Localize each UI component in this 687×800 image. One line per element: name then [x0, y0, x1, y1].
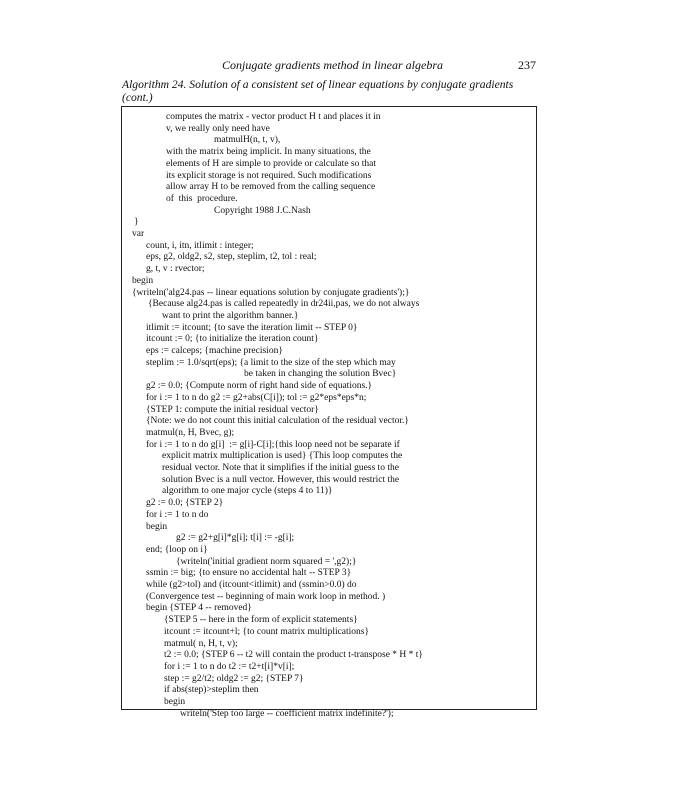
- code-line: matmul( n, H, t, v);: [164, 638, 238, 649]
- code-line: {writeln('initial gradient norm squared = ',g2);}: [176, 556, 357, 567]
- code-line: writeln('Step too large -- coefficient matrix indefinite?');: [180, 708, 394, 719]
- code-line: {Because alg24.pas is called repeatedly in dr24ii,pas, we do not always: [148, 299, 420, 310]
- code-line: be taken in changing the solution Bvec}: [244, 369, 397, 380]
- code-line: residual vector. Note that it simplifies if the initial guess to the: [162, 463, 399, 473]
- code-line: algorithm to one major cycle (steps 4 to 11)}: [162, 486, 333, 497]
- code-line: its explicit storage is not required. Such modifications: [166, 170, 372, 181]
- algorithm-caption: [122, 78, 540, 104]
- code-line: for i := 1 to n do t2 := t2+t[i]*v[i];: [164, 661, 295, 672]
- code-line: with the matrix being implicit. In many situations, the: [166, 147, 371, 158]
- code-line: for i := 1 to n do: [146, 509, 209, 520]
- code-line: t2 := 0.0; {STEP 6 -- t2 will contain the product t-transpose * H * t}: [164, 650, 423, 661]
- code-line: itlimit := itcount; {to save the iteration limit -- STEP 0}: [146, 322, 358, 333]
- code-line: v, we really only need have: [166, 123, 270, 134]
- code-line: {STEP 5 -- here in the form of explicit statements}: [164, 615, 358, 626]
- code-line: matmulH(n, t, v),: [214, 135, 281, 146]
- code-line: itcount := itcount+l; {to count matrix multiplications}: [164, 626, 370, 637]
- code-listing: [121, 106, 537, 719]
- code-line: begin: [132, 275, 154, 286]
- code-line: if abs(step)>steplim then: [164, 685, 259, 696]
- code-line: Copyright 1988 J.C.Nash: [214, 205, 311, 216]
- code-line: {Note: we do not count this initial calculation of the residual vector.}: [146, 416, 409, 427]
- code-line: (Convergence test -- beginning of main work loop in method. ): [146, 591, 386, 602]
- code-line: explicit matrix multiplication is used} {This loop computes the: [162, 451, 403, 462]
- code-line: itcount := 0; {to initialize the iteration count}: [146, 334, 319, 345]
- caption-line: (cont.): [122, 91, 153, 104]
- code-line: g2 := 0.0; {STEP 2}: [146, 498, 224, 509]
- code-line: elements of H are simple to provide or calculate so that: [166, 158, 376, 169]
- running-title: Conjugate gradients method in linear algebra: [222, 58, 443, 72]
- code-line: allow array H to be removed from the calling sequence: [166, 182, 376, 193]
- code-line: step := g2/t2; oldg2 := g2; {STEP 7}: [164, 673, 304, 684]
- code-line: steplim := 1.0/sqrt(eps); {a limit to the size of the step which may: [146, 357, 396, 368]
- code-line: computes the matrix - vector product H t and places it in: [166, 112, 381, 122]
- code-line: for i := 1 to n do g[i] := g[i]-C[i];{this loop need not be separate if: [146, 439, 400, 450]
- code-line: want to print the algorithm banner.}: [162, 310, 299, 321]
- code-line: end; {loop on i}: [146, 544, 208, 555]
- page-number: 237: [518, 58, 536, 72]
- code-line: g, t, v : rvector;: [146, 264, 205, 275]
- code-line: begin {STEP 4 -- removed}: [146, 603, 252, 614]
- code-line: {STEP 1: compute the initial residual vector}: [146, 404, 319, 415]
- code-line: while (g2>tol) and (itcount<itlimit) and (ssmin>0.0) do: [146, 580, 357, 590]
- caption-line: Algorithm 24. Solution of a consistent set of linear equations by conjugate gradients: [122, 78, 514, 91]
- code-line: g2 := g2+g[i]*g[i]; t[i] := -g[i];: [176, 533, 295, 544]
- code-line: solution Bvec is a null vector. However, this would restrict the: [162, 474, 400, 485]
- code-line: {writeln('alg24.pas -- linear equations solution by conjugate gradients');}: [132, 287, 410, 298]
- code-line: ssmin := big; {to ensure no accidental halt -- STEP 3}: [146, 568, 352, 579]
- code-line: for i := 1 to n do g2 := g2+abs(C[i]); tol := g2*eps*eps*n;: [146, 392, 367, 403]
- code-line: g2 := 0.0; {Compute norm of right hand side of equations.}: [146, 381, 373, 392]
- code-line: matmul(n, H, Bvec, g);: [146, 427, 235, 438]
- code-line: eps := calceps; {machine precision}: [146, 346, 283, 356]
- code-line: count, i, itn, itlimit : integer;: [146, 240, 254, 251]
- code-line: }: [134, 217, 139, 228]
- code-line: begin: [146, 521, 168, 532]
- code-line: var: [132, 229, 145, 239]
- code-line: eps, g2, oldg2, s2, step, steplim, t2, tol : real;: [146, 252, 317, 263]
- code-line: begin: [164, 697, 186, 707]
- code-line: of this procedure.: [166, 193, 238, 204]
- running-head: [0, 58, 687, 74]
